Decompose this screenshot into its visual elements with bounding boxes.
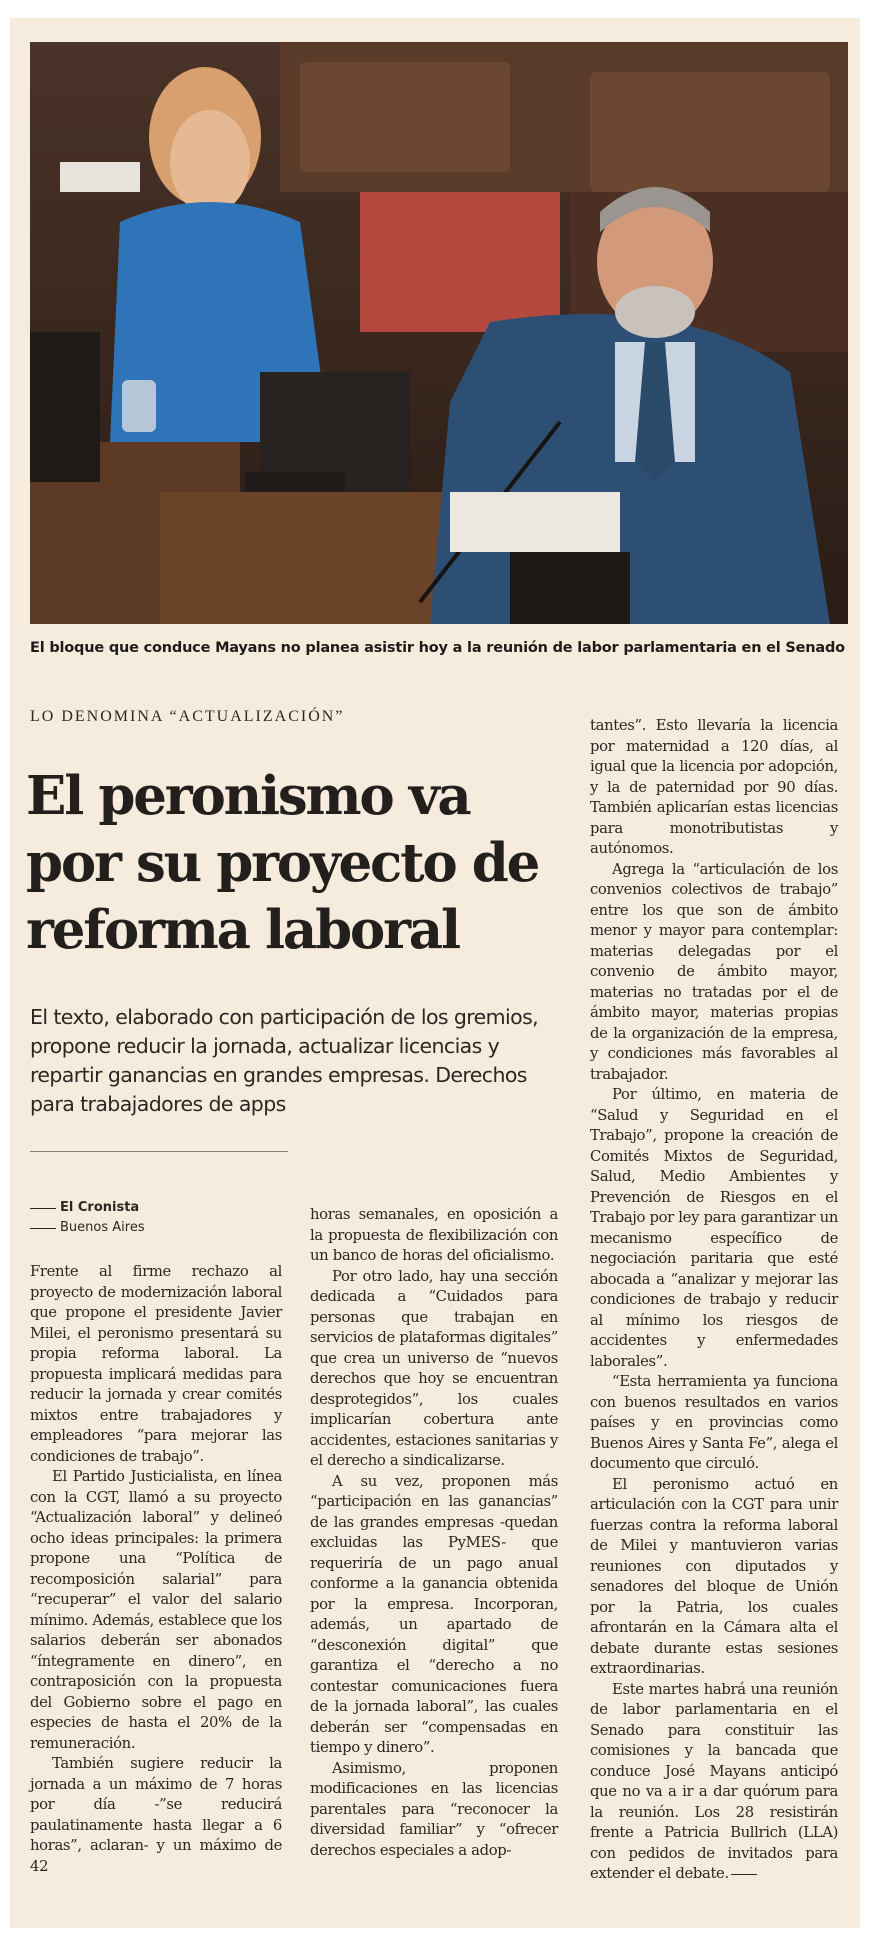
dash-icon: [30, 1228, 56, 1229]
paragraph: [590, 1680, 838, 1885]
paragraph: tantes”. Esto llevaría la licencia por maternidad a 120 días, al igual que la licencia por adopción, y la de paternidad por 90 días. También aplicarían estas licencias para monotributistas y autónomos.: [590, 717, 838, 857]
paragraph: Por último, en materia de “Salud y Seguridad en el Trabajo”, propone la creación de Comités Mixtos de Seguridad, Salud, Medio Ambientes y Prevención de Riesgos en el Trabajo por ley para garantizar un mecanismo específico de negociación paritaria que esté abocada a “analizar y mejorar las condiciones de trabajo y reducir al mínimo los riesgos de accidentes y enfermedades laborales”.: [590, 1086, 838, 1370]
byline-location: Buenos Aires: [60, 1220, 145, 1235]
paragraph: “Esta herramienta ya funciona con buenos resultados en varios países y en provincias como Buenos Aires y Santa Fe”, alega el documento que circuló.: [590, 1373, 838, 1472]
byline: [30, 1198, 145, 1238]
body-column-2: [310, 1205, 558, 1861]
dash-icon: [30, 1208, 56, 1209]
kicker: LO DENOMINA “ACTUALIZACIÓN”: [30, 708, 345, 725]
byline-author: El Cronista: [60, 1200, 140, 1215]
paragraph: También sugiere reducir la jornada a un máximo de 7 horas por día -”se reducirá paulatinamente hasta llegar a 6 horas”, aclaran- y un máximo de 42: [30, 1755, 282, 1875]
senate-photo: [30, 42, 848, 624]
photo-caption: El bloque que conduce Mayans no planea asistir hoy a la reunión de labor parlamentaria en el Senado: [30, 640, 845, 656]
body-column-1: [30, 1262, 282, 1877]
divider: [30, 1151, 288, 1152]
paragraph: Por otro lado, hay una sección dedicada a “Cuidados para personas que trabajan en servicios de plataformas digitales” que crea un universo de “nuevos derechos que hoy se encuentran desprotegidos”, los cuales implicarían cobertura ante accidentes, estaciones sanitarias y el derecho a sindicalizarse.: [310, 1267, 558, 1469]
headline: El peronismo va por su proyecto de reforma laboral: [26, 765, 539, 961]
paragraph: Asimismo, proponen modificaciones en las licencias parentales para “reconocer la diversidad familiar” y “ofrecer derechos especiales a adop-: [310, 1759, 558, 1859]
paragraph: A su vez, proponen más “participación en las ganancias” de las grandes empresas -quedan excluidas las PyMES- que requeriría de un pago anual conforme a la ganancia obtenida por la empresa. Incorporan, además, un apartado de “desconexión digital” que garantiza el “derecho a no contestar comunicaciones fuera de la jornada laboral”, las cuales deberán ser “compensadas en tiempo y dinero”.: [310, 1472, 558, 1756]
body-column-3: [590, 716, 838, 1885]
end-mark-icon: [731, 1874, 757, 1875]
paragraph-text: Este martes habrá una reunión de labor parlamentaria en el Senado para constituir las comisiones y la bancada que conduce José Mayans anticipó que no va a ir a dar quórum para la reunión. Los 28 resistirán frente a Patricia Bullrich (LLA) con pedidos de invitados para extender el debate.: [590, 1680, 838, 1882]
paragraph: horas semanales, en oposición a la propuesta de flexibilización con un banco de horas del oficialismo.: [310, 1206, 558, 1264]
paragraph: Frente al firme rechazo al proyecto de modernización laboral que propone el presidente Javier Milei, el peronismo presentará su propia reforma laboral. La propuesta implicará medidas para reducir la jornada y crear comités mixtos entre trabajadores y empleadores “para mejorar las condiciones de trabajo”.: [30, 1263, 282, 1465]
paragraph: Agrega la “articulación de los convenios colectivos de trabajo” entre los que son de ámbito menor y mayor para contemplar: materias delegadas por el convenio de ámbito mayor, materias no tratadas por el de ámbito mayor, materias propias de la organización de la empresa, y condiciones más favorables al trabajador.: [590, 860, 838, 1083]
paragraph: El peronismo actuó en articulación con la CGT para unir fuerzas contra la reforma laboral de Milei y mantuvieron varias reuniones con diputados y senadores del bloque de Unión por la Patria, los cuales afrontarán en la Cámara alta el debate durante estas sesiones extraordinarias.: [590, 1475, 838, 1677]
subhead: El texto, elaborado con participación de los gremios, propone reducir la jornada, actualizar licencias y repartir ganancias en grandes empresas. Derechos para trabajadores de apps: [30, 1005, 539, 1116]
paragraph: El Partido Justicialista, en línea con la CGT, llamó a su proyecto “Actualización laboral” y delineó ocho ideas principales: la primera propone una “Política de recomposición salarial” para “recuperar” el valor del salario mínimo. Además, establece que los salarios deberán ser abonados “íntegramente en dinero”, en contraposición con la propuesta del Gobierno sobre el pago en especies de hasta el 20% de la remuneración.: [30, 1468, 282, 1752]
newspaper-page: [10, 18, 860, 1928]
